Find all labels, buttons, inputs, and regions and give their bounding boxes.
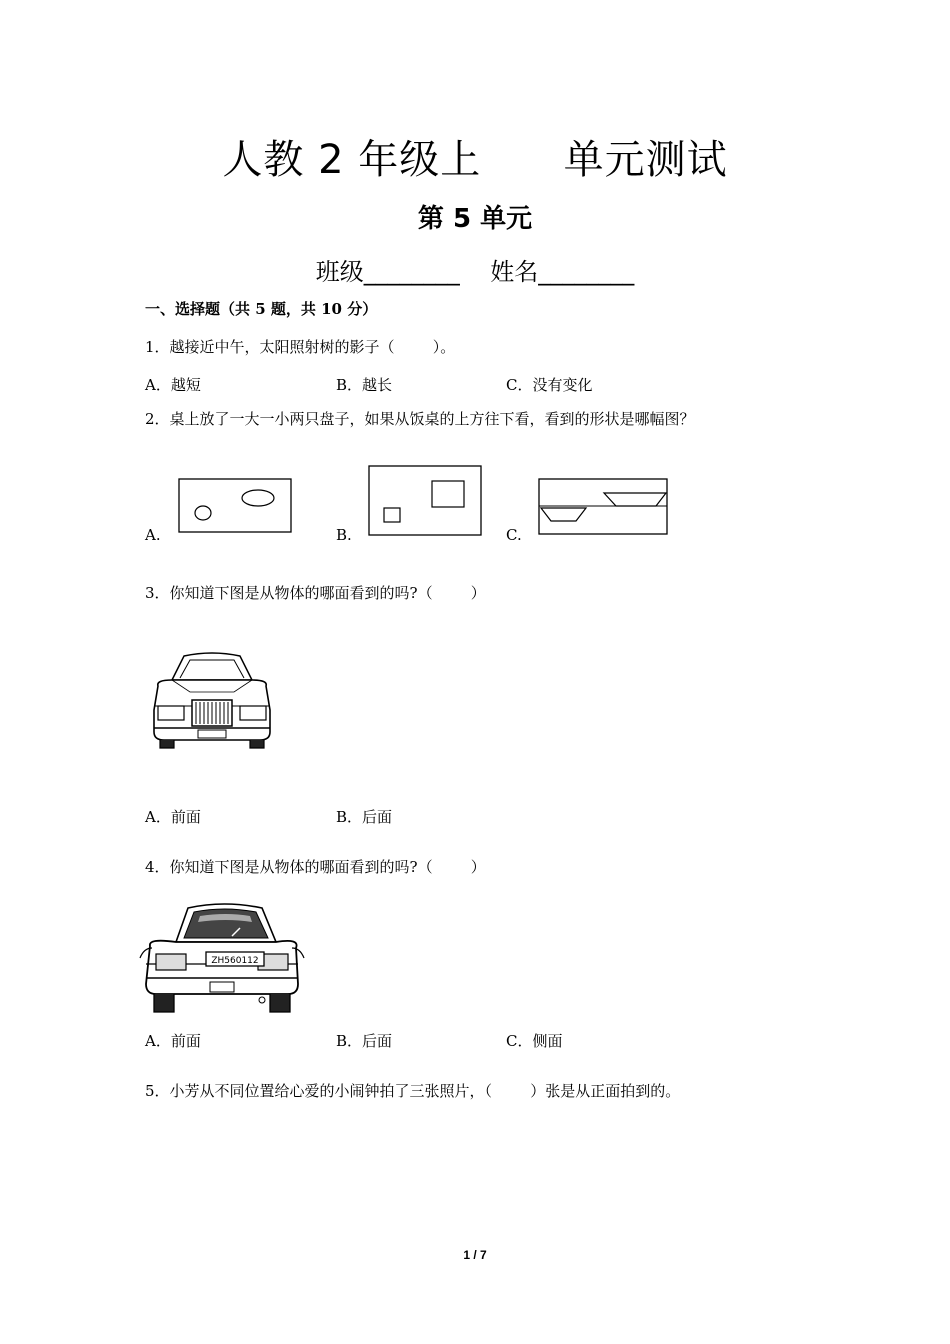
question-4-option-b: B．后面 [336, 1032, 393, 1050]
question-1-option-a: A．越短 [145, 376, 201, 394]
question-1-option-c: C．没有变化 [506, 376, 593, 394]
section-heading: 一、选择题（共 5 题，共 10 分） [145, 300, 378, 318]
page-number: 1 / 7 [463, 1248, 487, 1262]
question-1-text: 1．越接近中午，太阳照射树的影子（ ）。 [145, 338, 456, 356]
license-plate-text: ZH560112 [211, 956, 259, 966]
question-2-option-a: A. [145, 526, 161, 544]
car-front-view-icon [150, 650, 274, 750]
page-title: 人教 2 年级上 单元测试 [222, 137, 728, 183]
question-4-option-a: A．前面 [145, 1032, 201, 1050]
question-4-option-c: C．侧面 [506, 1032, 563, 1050]
plates-figure-b [368, 465, 484, 537]
question-3-option-a: A．前面 [145, 808, 201, 826]
question-1-option-b: B．越长 [336, 376, 393, 394]
class-name-line: 班级________ 姓名________ [315, 258, 635, 286]
question-3-option-b: B．后面 [336, 808, 393, 826]
question-2-option-c: C. [506, 526, 522, 544]
plates-figure-a [178, 478, 294, 534]
question-4-text: 4．你知道下图是从物体的哪面看到的吗?（ ） [145, 858, 486, 876]
plates-figure-c [538, 478, 670, 536]
question-2-text: 2．桌上放了一大一小两只盘子，如果从饭桌的上方往下看，看到的形状是哪幅图？ [145, 410, 695, 428]
question-5-text: 5．小芳从不同位置给心爱的小闹钟拍了三张照片，（ ）张是从正面拍到的。 [145, 1082, 681, 1100]
question-3-text: 3．你知道下图是从物体的哪面看到的吗?（ ） [145, 584, 486, 602]
unit-subtitle: 第 5 单元 [417, 204, 533, 234]
car-rear-view-icon [140, 898, 304, 1020]
question-2-option-b: B. [336, 526, 352, 544]
